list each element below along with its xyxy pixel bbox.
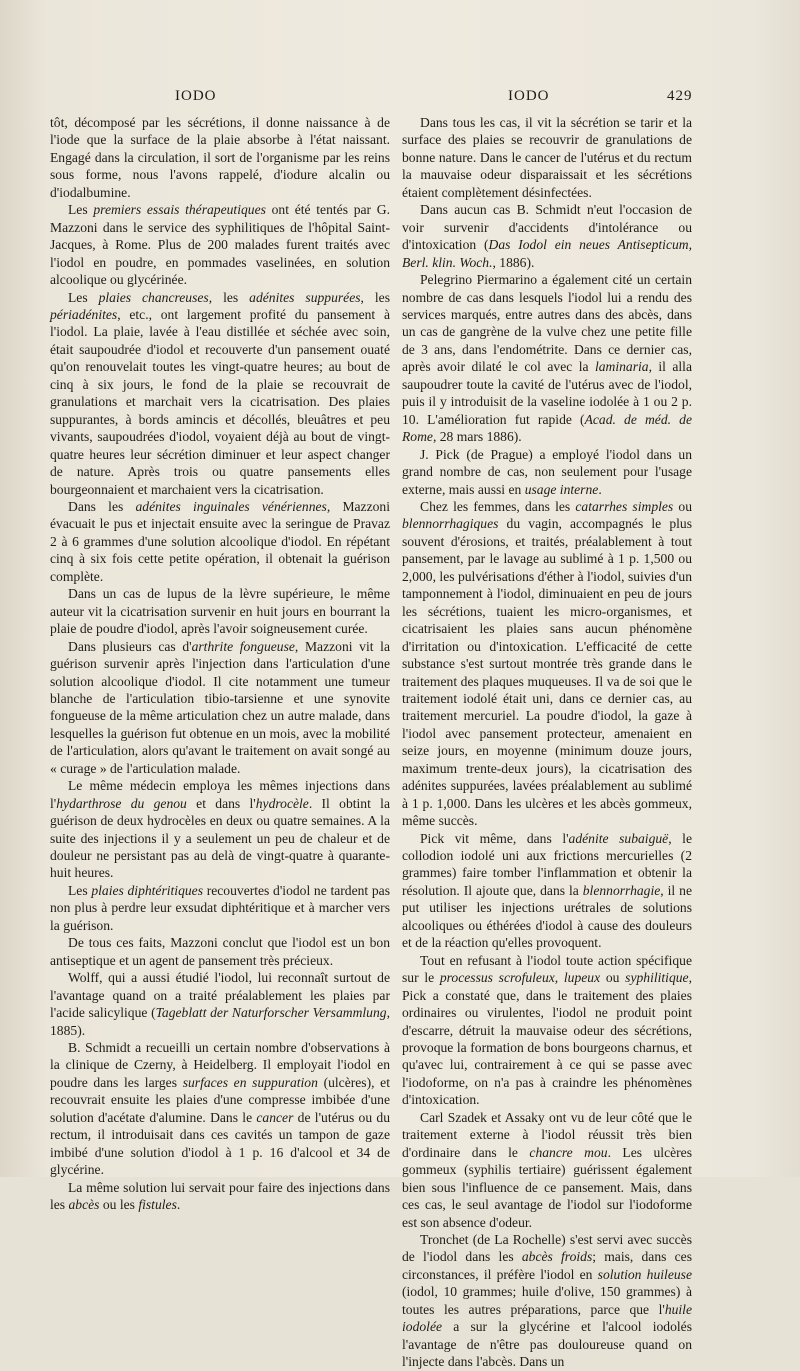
text-run: , les (208, 289, 250, 305)
text-run: . (598, 481, 602, 497)
italic-text: fistules (138, 1197, 177, 1213)
italic-text: cancer (256, 1109, 294, 1125)
italic-text: hydarthrose du genou (56, 795, 187, 811)
italic-text: plaies diphtéritiques (91, 882, 204, 898)
text-run: a sur la glycérine et l'alcool iodolés l'avantage de n'être pas douloureuse quand on l'injecte dans l'abcès. Dans un (402, 1319, 692, 1370)
text-run: Les (68, 202, 94, 218)
text-run: (iodol, 10 grammes; huile d'olive, 150 grammes) à toutes les autres préparations, parce que l' (402, 1284, 692, 1317)
text-run: , Pick a constaté que, dans le traitement des plaies ordinaires ou virulentes, l'iodol ne produit point d'escarre, détruit la mauvaise odeur des sécrétions, provoque la formation de bons bourgeons charnus, et qu'avec lui, contrairement à ce qui se passe avec l'iodoforme, on n'a pas à craindre les phénomènes d'intoxication. (402, 970, 692, 1108)
italic-text: adénites suppurées (249, 289, 361, 305)
text-run: . (176, 1197, 181, 1213)
text-run: , 1885). (50, 1005, 390, 1038)
text-run: Dans tous les cas, il vit la sécrétion se tarir et la surface des plaies se recouvrir de granulations de bonne nature. Dans le cancer de l'utérus et du rectum la mauvaise odeur disparaissait et les sécrétions étaient complètement désinfectées. (402, 115, 692, 200)
text-run: . Il obtint la guérison de deux hydrocèles en deux ou quatre semaines. A la suite des injections il y a seulement un peu de chaleur et de douleur ne persistant pas au delà de vingt-quatre à quarante-huit heures. (50, 795, 390, 881)
text-run: (ulcères), et recouvrait ensuite les plaies d'une compresse imbibée d'une solution d'acétate d'alumine. Dans le (50, 1074, 390, 1125)
italic-text: blennorrhagiques (402, 516, 499, 532)
paragraph (402, 446, 692, 498)
paragraph (402, 114, 692, 201)
italic-text: solution huileuse (597, 1266, 692, 1282)
paragraph (50, 969, 390, 1039)
text-run: Tronchet (de La Rochelle) s'est servi avec succès de l'iodol dans les (402, 1232, 692, 1265)
paragraph (402, 498, 692, 830)
text-run: ; mais, dans ces circonstances, il préfère l'iodol en (402, 1249, 692, 1282)
italic-text: abcès (68, 1197, 100, 1213)
text-run: ou les (99, 1197, 139, 1213)
italic-text: abcès froids (521, 1249, 593, 1265)
paragraph (402, 952, 692, 1109)
italic-text: huile iodolée (402, 1301, 692, 1335)
text-run: Dans plusieurs cas d' (68, 638, 192, 654)
paragraph (50, 1179, 390, 1214)
right-text-column (402, 114, 692, 1371)
paragraph (50, 289, 390, 498)
paragraph (50, 777, 390, 882)
left-text-column (50, 114, 390, 1214)
paragraph (50, 882, 390, 934)
italic-text: plaies chancreuses (98, 289, 209, 305)
italic-text: laminaria (594, 359, 649, 375)
paragraph (50, 498, 390, 585)
text-run: Dans aucun cas B. Schmidt n'eut l'occasion de voir survenir d'accidents d'intolérance ou d'intoxication ( (402, 202, 692, 253)
text-run: Chez les femmes, dans les (420, 498, 576, 514)
text-run: , les (360, 289, 390, 305)
italic-text: périadénites (50, 306, 118, 322)
paragraph (50, 1039, 390, 1179)
text-run: B. Schmidt a recueilli un certain nombre d'observations à la clinique de Czerny, à Heidelberg. Il employait l'iodol en poudre dans les larges (50, 1040, 390, 1090)
paragraph (50, 114, 390, 201)
text-run: ou (673, 498, 692, 514)
italic-text: premiers essais thérapeutiques (93, 202, 266, 218)
paragraph (402, 1109, 692, 1231)
text-run: , il alla saupoudrer toute la cavité de l'utérus avec de l'iodol, puis il y introduisit de la vaseline iodolée à 1 ou 2 p. 10. L'amélioration fut rapide ( (402, 359, 692, 427)
italic-text: Das Iodol ein neues Antisepticum, Berl. klin. Woch. (402, 237, 692, 270)
text-run: , Mazzoni évacuait le pus et injectait ensuite avec la seringue de Pravaz 2 à 6 grammes d'une solution alcoolique d'iodol. En répétant cinq à six fois cette petite opération, il obtenait la guérison complète. (50, 498, 390, 584)
text-run: , 1886). (492, 254, 535, 270)
italic-text: syphilitique (625, 970, 689, 986)
italic-text: processus scrofuleux, lupeux (439, 970, 601, 986)
paragraph (50, 201, 390, 288)
text-run: Le même médecin employa les mêmes injections dans l' (50, 778, 390, 811)
text-run: Les (68, 882, 92, 898)
paragraph (50, 585, 390, 637)
text-run: tôt, décomposé par les sécrétions, il donne naissance à de l'iode que la surface de la plaie absorbe à l'état naissant. Engagé dans la circulation, il sort de l'organisme par les reins sous forme, nous l'avons rappelé, d'iodure alcalin ou d'iodalbumine. (50, 115, 390, 200)
text-run: De tous ces faits, Mazzoni conclut que l'iodol est un bon antiseptique et un agent de pansement très précieux. (50, 935, 390, 968)
paragraph (50, 638, 390, 778)
text-run: , il ne put utiliser les injections urétrales de solutions alcooliques ou éthérées d'iodol à cause des douleurs et de la réaction qu'elles provoquent. (402, 882, 692, 951)
text-run: du vagin, accompagnés le plus souvent d'érosions, et traités, préalablement à tout pansement, par le lavage au sublimé à 1 p. 1,500 ou 2,000, les pulvérisations d'éther à l'iodol, suivies d'un tamponnement à l'iodol, diminuaient en peu de jours les sécrétions, tuaient les micro-organismes, et cicatrisaient les plaies sans aucun phénomène d'irritation ou d'intoxication. L'efficacité de cette substance s'est surtout montrée très grande dans le traitement des plaques muqueuses. Il va de soi que le traitement iodolé était uni, dans ce dernier cas, au traitement mercuriel. La poudre d'iodol, la gaze à l'iodol avec pansement protecteur, amenaient en seize jours, en moyenne (minimum douze jours, maximum trente-deux jours), la cicatrisation des adénites suppurées, lavées préalablement au sublimé à 1 p. 1,000. Dans les ulcères et les abcès gommeux, même succès. (402, 516, 692, 829)
italic-text: blennorrhagie (582, 882, 661, 898)
left-running-title: IODO (175, 88, 217, 104)
text-run: Dans les (68, 498, 136, 514)
paragraph (402, 201, 692, 271)
text-run: , etc., ont largement profité du pansement à l'iodol. La plaie, lavée à l'eau distillée et séchée avec soin, était saupoudrée d'iodol et recouverte d'un pansement ouaté qu'on renouvelait toutes les vingt-quatre heures; au bout de cinq à six jours, le fond de la plaie se recouvrait de granulations et marchait vers la cicatrisation. Des plaies suppurantes, à bords amincis et décollés, bleuâtres et peu vivants, saupoudrées d'iodol, voyaient déjà au bout de vingt-quatre heures leur sécrétion diminuer et leur aspect changer de nature. Après trois ou quatre pansements elles bourgeonnaient et marchaient vers la cicatrisation. (50, 306, 390, 497)
text-run: et dans l' (186, 795, 256, 811)
running-header (0, 88, 800, 108)
text-run: Les (68, 289, 99, 305)
text-run: ont été tentés par G. Mazzoni dans le service des syphilitiques de l'hôpital Saint-Jacques, à Rome. Plus de 200 malades furent traités avec l'iodol en poudre, en pommades vaselinées, en solution alcoolique ou glycérinée. (50, 202, 391, 288)
text-run: Wolff, qui a aussi étudié l'iodol, lui reconnaît surtout de l'avantage quand on a traité préalablement les plaies par l'acide salicylique ( (50, 970, 390, 1021)
italic-text: chancre mou (529, 1144, 608, 1160)
italic-text: arthrite fongueuse (191, 638, 295, 654)
italic-text: surfaces en suppuration (182, 1074, 318, 1090)
text-run: de l'utérus ou du rectum, il introduisait dans ces cavités un tampon de gaze imbibé d'une solution d'iodol à 1 p. 16 d'alcool et 34 de glycérine. (50, 1109, 390, 1178)
page-number: 429 (667, 88, 693, 104)
text-run: Dans un cas de lupus de la lèvre supérieure, le même auteur vit la cicatrisation survenir en huit jours en bourrant la plaie de poudre d'iodol, après l'avoir soigneusement curée. (50, 586, 390, 637)
text-run: , le collodion iodolé uni aux frictions mercurielles (2 grammes) faire tomber l'inflammation et obtenir la résolution. Il ajoute que, dans la (402, 830, 692, 898)
paragraph (402, 1231, 692, 1371)
text-run: Tout en refusant à l'iodol toute action spécifique sur le (402, 952, 692, 986)
right-running-title: IODO (508, 88, 550, 104)
paragraph (50, 934, 390, 969)
italic-text: usage interne (524, 481, 599, 497)
text-run: La même solution lui servait pour faire des injections dans les (50, 1179, 390, 1213)
text-run: J. Pick (de Prague) a employé l'iodol dans un grand nombre de cas, non seulement pour l'usage externe, mais aussi en (402, 446, 692, 497)
italic-text: Acad. de méd. de Rome (402, 411, 692, 445)
text-run: ou (600, 970, 626, 986)
paragraph (402, 271, 692, 446)
text-run: , Mazzoni vit la guérison survenir après l'injection dans l'articulation d'une solution alcoolique d'iodol. Il cite notamment une tumeur blanche de l'articulation tibio-tarsienne et une synovite fongueuse de la même articulation chez un autre malade, dans lesquelles la guérison fut obtenue en un mois, avec la mobilité de l'articulation, alors qu'avant le traitement on avait songé au « curage » de l'articulation malade. (50, 638, 390, 776)
text-run: , 28 mars 1886). (432, 429, 522, 445)
italic-text: Tageblatt der Naturforscher Versammlung (155, 1005, 387, 1021)
text-run: Pick vit même, dans l' (420, 830, 569, 846)
italic-text: adénites inguinales vénériennes (135, 498, 327, 514)
italic-text: hydrocèle (255, 795, 309, 811)
text-run: Carl Szadek et Assaky ont vu de leur côté que le traitement externe à l'iodol réussit très bien d'ordinaire dans le (402, 1109, 692, 1160)
italic-text: adénite subaiguë (568, 830, 669, 846)
paragraph (402, 830, 692, 952)
text-run: . Les ulcères gommeux (syphilis tertiaire) guérissent également bien sous l'influence de ce pansement. Mais, dans ces cas, le seul avantage de l'iodol sur l'iodoforme est son absence d'odeur. (402, 1144, 692, 1230)
italic-text: catarrhes simples (575, 498, 674, 514)
text-run: Pelegrino Piermarino a également cité un certain nombre de cas dans lesquels l'iodol lui a rendu des services marqués, entre autres dans des abcès, dans un cas de gangrène de la vulve chez une petite fille de 3 ans, dans l'endométrite. Dans ce dernier cas, après avoir dilaté le col avec la (402, 272, 692, 375)
text-run: recouvertes d'iodol ne tardent pas non plus à perdre leur exsudat diphtéritique et à marcher vers la guérison. (50, 882, 390, 933)
